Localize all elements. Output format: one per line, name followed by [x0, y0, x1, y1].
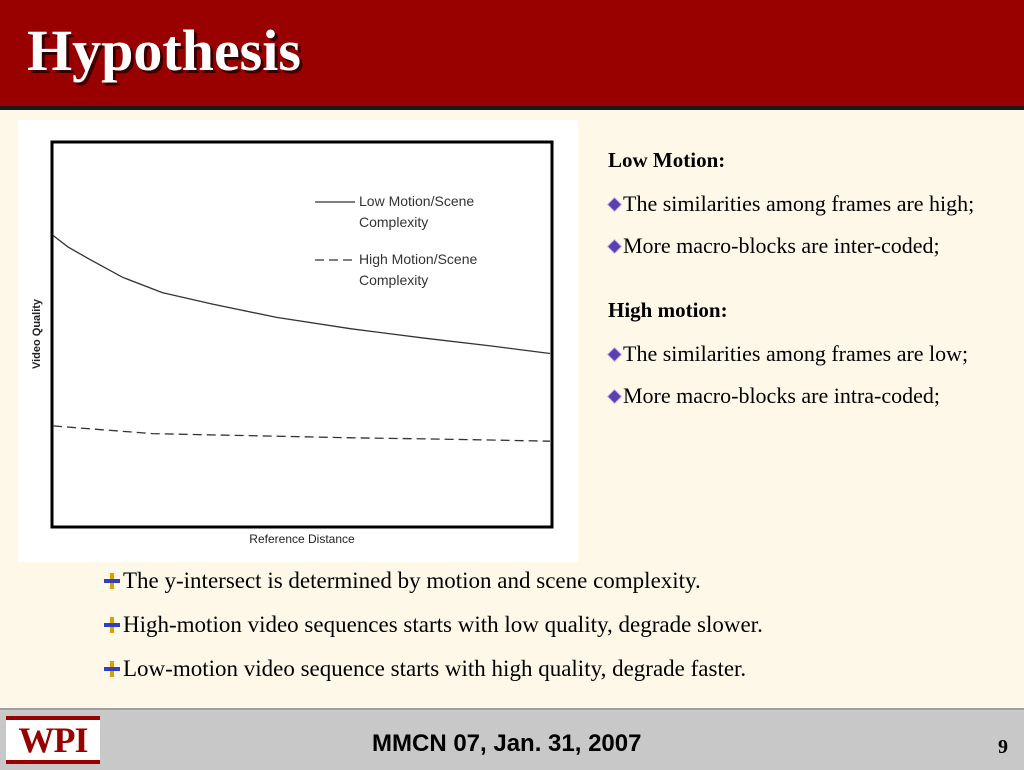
high-motion-heading: High motion:: [608, 298, 728, 322]
legend-label-1: Complexity: [359, 214, 429, 230]
wpi-logo-text: WPI: [18, 720, 88, 760]
conclusion-list: [104, 566, 1004, 698]
y-axis-label: Video Quality: [31, 298, 43, 370]
diamond-bullet-icon: [608, 349, 621, 362]
plus-bullet-icon: [104, 617, 120, 633]
x-axis-label: Reference Distance: [249, 532, 355, 546]
plus-bullet-icon: [104, 573, 120, 589]
footer: [0, 708, 1024, 770]
legend-label-1: Low Motion/Scene: [359, 193, 475, 209]
bullet-text: The similarities among frames are high;: [623, 191, 975, 216]
conclusion-item: [104, 610, 1004, 654]
title-bar: [0, 0, 1024, 110]
diamond-bullet-icon: [608, 391, 621, 404]
diamond-bullet-icon: [608, 241, 621, 254]
bullet-text: More macro-blocks are intra-coded;: [623, 383, 941, 408]
video-quality-chart: [18, 120, 578, 562]
plot-frame: [52, 142, 552, 527]
legend-label-2: High Motion/Scene: [359, 251, 478, 267]
bullet-text: More macro-blocks are inter-coded;: [623, 233, 940, 258]
diamond-bullet-icon: [608, 199, 621, 212]
high-motion-section: [608, 295, 1008, 411]
conference-info: MMCN 07, Jan. 31, 2007: [372, 730, 642, 757]
legend-label-2: Complexity: [359, 272, 429, 288]
low-motion-bullet: [608, 231, 1008, 261]
conclusion-text: The y-intersect is determined by motion and scene complexity.: [123, 568, 701, 593]
conclusion-item: [104, 654, 1004, 698]
plus-bullet-icon: [104, 661, 120, 677]
high-motion-bullet: [608, 339, 1008, 369]
low-motion-section: [608, 145, 1008, 261]
motion-notes: [608, 145, 1008, 423]
low-motion-bullet: [608, 189, 1008, 219]
conclusion-text: Low-motion video sequence starts with high quality, degrade faster.: [123, 656, 747, 681]
bullet-text: The similarities among frames are low;: [623, 341, 969, 366]
page-number: 9: [998, 736, 1008, 758]
low-motion-heading: Low Motion:: [608, 148, 726, 172]
conclusion-item: [104, 566, 1004, 610]
slide-title: Hypothesis: [27, 18, 301, 83]
conclusion-text: High-motion video sequences starts with low quality, degrade slower.: [123, 612, 763, 637]
wpi-logo: [6, 716, 100, 764]
high-motion-bullet: [608, 381, 1008, 411]
chart-panel: [18, 120, 578, 562]
